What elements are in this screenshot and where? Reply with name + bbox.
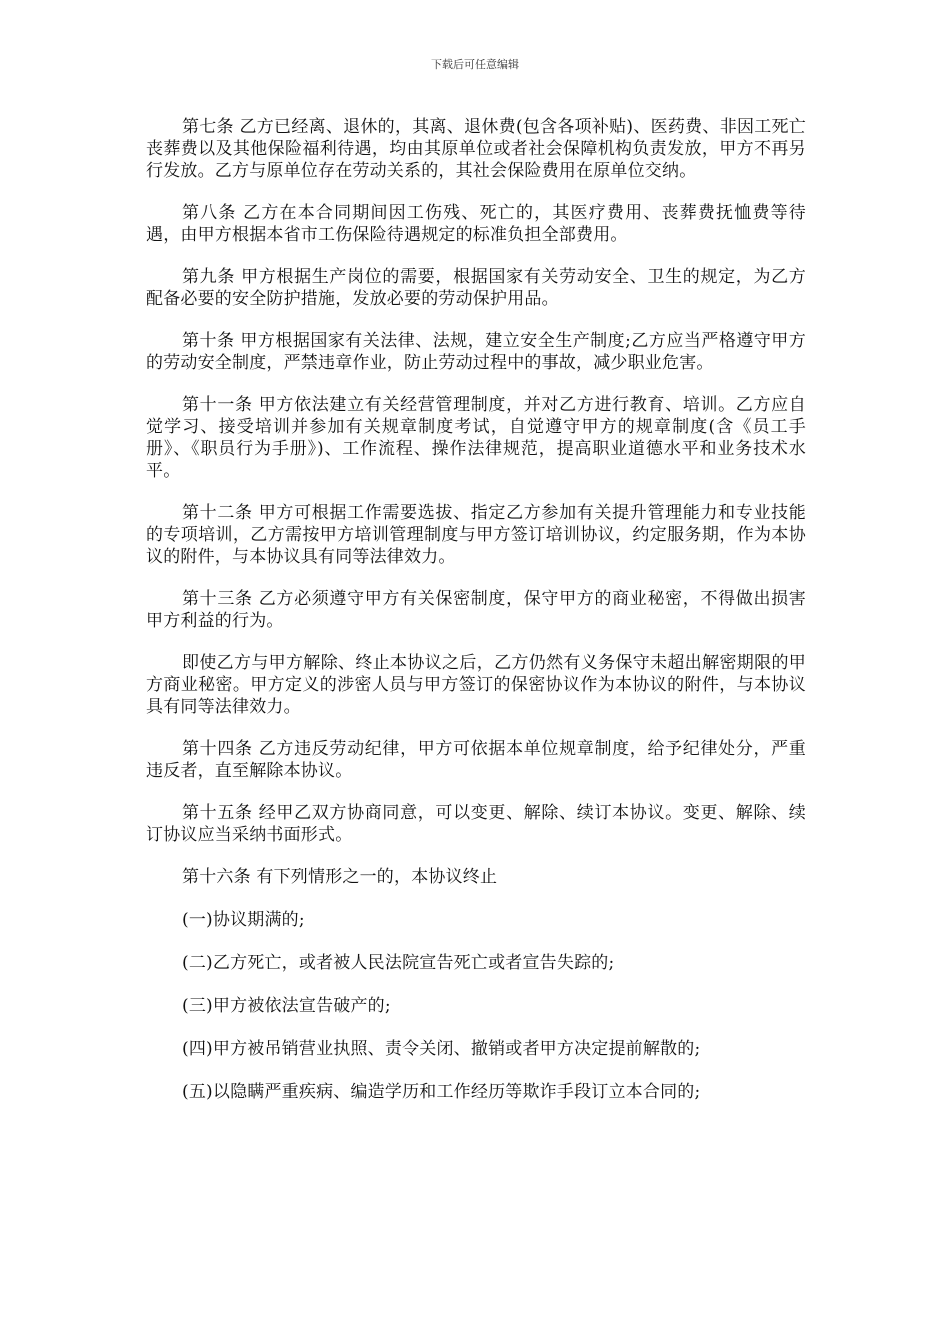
article-16-paragraph: 第十六条 有下列情形之一的，本协议终止	[182, 867, 498, 887]
article-8-paragraph: 第八条 乙方在本合同期间因工伤残、死亡的，其医疗费用、丧葬费抚恤费等待遇，由甲方根据本省市工伤保险待遇规定的标准负担全部费用。	[146, 203, 806, 245]
article-10-paragraph: 第十条 甲方根据国家有关法律、法规，建立安全生产制度;乙方应当严格遵守甲方的劳动安全制度，严禁违章作业，防止劳动过程中的事故，减少职业危害。	[146, 331, 806, 373]
termination-item-5: (五)以隐瞒严重疾病、编造学历和工作经历等欺诈手段订立本合同的;	[182, 1082, 701, 1102]
article-9-paragraph: 第九条 甲方根据生产岗位的需要，根据国家有关劳动安全、卫生的规定，为乙方配备必要的安全防护措施，发放必要的劳动保护用品。	[146, 267, 806, 309]
termination-item-2: (二)乙方死亡，或者被人民法院宣告死亡或者宣告失踪的;	[182, 953, 615, 973]
termination-item-3: (三)甲方被依法宣告破产的;	[182, 996, 391, 1016]
article-14-paragraph: 第十四条 乙方违反劳动纪律，甲方可依据本单位规章制度，给予纪律处分，严重违反者，直至解除本协议。	[146, 739, 806, 781]
article-11-paragraph: 第十一条 甲方依法建立有关经营管理制度，并对乙方进行教育、培训。乙方应自觉学习、接受培训并参加有关规章制度考试，自觉遵守甲方的规章制度(含《员工手册》、《职员行为手册》)、工作流程、操作法律规范，提高职业道德水平和业务技术水平。	[146, 395, 806, 481]
article-12-paragraph: 第十二条 甲方可根据工作需要选拔、指定乙方参加有关提升管理能力和专业技能的专项培训，乙方需按甲方培训管理制度与甲方签订培训协议，约定服务期，作为本协议的附件，与本协议具有同等法律效力。	[146, 503, 806, 567]
document-body	[146, 116, 806, 1124]
article-7-paragraph: 第七条 乙方已经离、退休的，其离、退休费(包含各项补贴)、医药费、非因工死亡丧葬费以及其他保险福利待遇，均由其原单位或者社会保障机构负责发放，甲方不再另行发放。乙方与原单位存在劳动关系的，其社会保险费用在原单位交纳。	[146, 117, 806, 181]
termination-item-1: (一)协议期满的;	[182, 910, 305, 930]
termination-item-4: (四)甲方被吊销营业执照、责令关闭、撤销或者甲方决定提前解散的;	[182, 1039, 701, 1059]
confidentiality-paragraph: 即使乙方与甲方解除、终止本协议之后，乙方仍然有义务保守未超出解密期限的甲方商业秘密。甲方定义的涉密人员与甲方签订的保密协议作为本协议的附件，与本协议具有同等法律效力。	[146, 653, 806, 717]
page-header: 下载后可任意编辑	[431, 58, 519, 71]
article-15-paragraph: 第十五条 经甲乙双方协商同意，可以变更、解除、续订本协议。变更、解除、续订协议应当采纳书面形式。	[146, 803, 806, 845]
article-13-paragraph: 第十三条 乙方必须遵守甲方有关保密制度，保守甲方的商业秘密，不得做出损害甲方利益的行为。	[146, 589, 806, 631]
